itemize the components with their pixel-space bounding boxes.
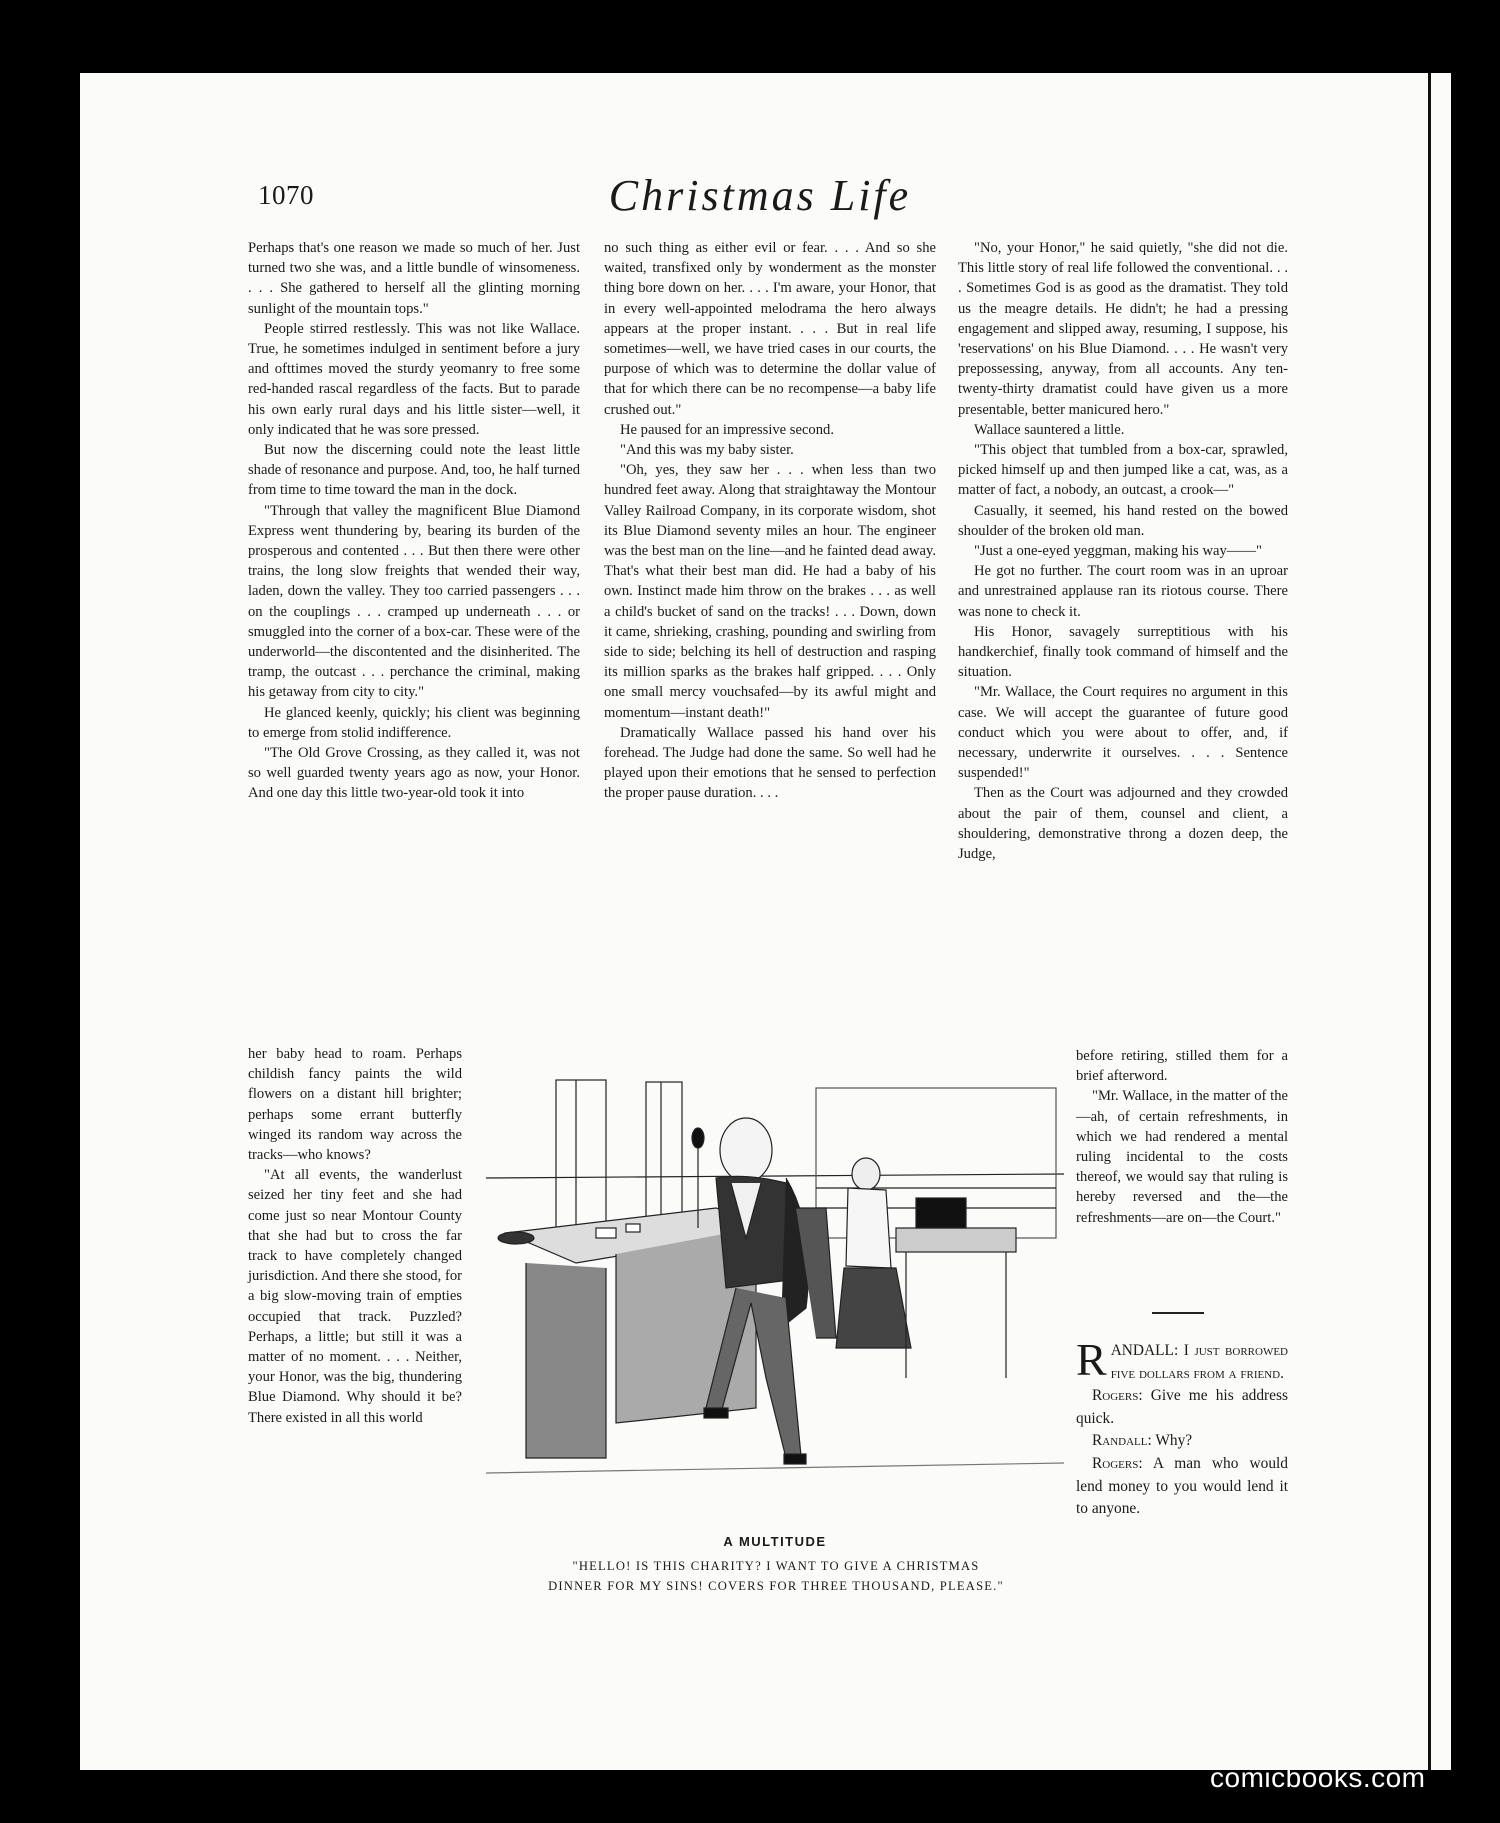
joke-line: Rogers: Give me his address quick. [1076, 1387, 1288, 1427]
figure-title: A MULTITUDE [723, 1534, 827, 1549]
page-title: Christmas Life [608, 171, 912, 220]
column-1-narrow [248, 1044, 462, 1428]
joke-dialogue [1076, 1334, 1288, 1521]
column-3-narrow [1076, 1046, 1288, 1228]
paragraph: "No, your Honor," he said quietly, "she did not die. This little story of real life followed the conventional. . . . Sometimes God is as good as the dramatist. They told us the meagre details. He didn't; he had a pressing engagement and slipped away, resuming, I suppose, his 'reservations' on his Blue Diamond. . . . He wasn't very prepossessing, anyway, from all accounts. Any ten-twenty-thirty dramatist could have given us a more presentable, better manicured hero." [958, 240, 1288, 418]
paragraph: "Mr. Wallace, in the matter of the—ah, of certain refreshments, in which we had rendered a mental ruling incidental to the costs thereof, we would say that ruling is hereby reversed and the—the refreshments—are on—the Court." [1076, 1088, 1288, 1226]
paragraph: He paused for an impressive second. [620, 421, 834, 438]
paragraph: Then as the Court was adjourned and they crowded about the pair of them, counsel and client, a shouldering, demonstrative throng a dozen deep, the Judge, [958, 785, 1288, 863]
paragraph: "Mr. Wallace, the Court requires no argument in this case. We will accept the guarantee of future good conduct which you were about to offer, and, if necessary, underwrite it ourselves. . . . Sentence suspended!" [958, 684, 1288, 782]
paragraph: "The Old Grove Crossing, as they called it, was not so well guarded twenty years ago as now, your Honor. And one day this little two-year-old took it into [248, 745, 580, 802]
paragraph: He got no further. The court room was in an uproar and unrestrained applause ran its riotous course. There was none to check it. [958, 563, 1288, 620]
section-divider [1152, 1312, 1204, 1314]
paragraph: Casually, it seemed, his hand rested on the bowed shoulder of the broken old man. [958, 502, 1288, 539]
paragraph: His Honor, savagely surreptitious with his handkerchief, finally took command of himself and the situation. [958, 623, 1288, 681]
paragraph: "This object that tumbled from a box-car, sprawled, picked himself up and then jumped like a cat, was, as a matter of fact, a nobody, an outcast, a crook—" [958, 442, 1288, 499]
joke-line: Randall: Why? [1092, 1432, 1193, 1450]
paragraph: Perhaps that's one reason we made so much of her. Just turned two she was, and a little bundle of winsomeness. . . . She gathered to herself all the glinting morning sunlight of the mountain tops." [248, 240, 580, 317]
paragraph: People stirred restlessly. This was not like Wallace. True, he sometimes indulged in sentiment before a jury and ofttimes moved the sturdy yeomanry to free some red-handed rascal regardless of the facts. But to parade his own early rural days and his little sister—well, it only indicated that he was sore pressed. [248, 320, 580, 438]
column-2 [604, 238, 936, 804]
paragraph: no such thing as either evil or fear. . . . And so she waited, transfixed only by wonderment as the monster thing bore down on her. . . . I'm aware, your Honor, that in every well-appointed melodrama the hero always appears at the proper instant. . . . But in real life sometimes—well, we have tried cases in our courts, the purpose of which was to determine the dollar value of that for which there can be no recompense—a baby life crushed out." [604, 240, 936, 418]
illustration [486, 1078, 1064, 1516]
column-3 [958, 238, 1288, 864]
drop-cap: R [1076, 1334, 1107, 1385]
paragraph: "At all events, the wanderlust seized her tiny feet and she had come just so near Montour County that she had but to cross the far track to have completely changed jurisdiction. And there she stood, for a big slow-moving train of empties occupied that track. Puzzled? Perhaps, a little; but still it was a matter of no moment. . . . Neither, your Honor, was the big, thundering Blue Diamond. Why should it be? There existed in all this world [248, 1167, 462, 1426]
paragraph: "And this was my baby sister. [620, 442, 794, 459]
paragraph: "Oh, yes, they saw her . . . when less than two hundred feet away. Along that straightaway the Montour Valley Railroad Company, in its corporate wisdom, shot its Blue Diamond seventy miles an hour. The engineer was the best man on the line—and he fainted dead away. That's what their best man did. He had a baby of his own. Instinct made him throw on the brakes . . . as well a child's bucket of sand on the tracks! . . . Down, down it came, shrieking, crashing, pounding and swirling from side to side; belching its hell of destruction and rasping its million sparks as the brakes half gripped. . . . Only one small mercy vouchsafed—by its awful might and momentum—instant death!" [604, 462, 936, 721]
paragraph: But now the discerning could note the least little shade of resonance and purpose. And, too, he half turned from time to time toward the man in the dock. [248, 442, 580, 499]
paragraph: Wallace sauntered a little. [974, 421, 1125, 438]
paragraph: before retiring, stilled them for a brief afterword. [1076, 1048, 1288, 1085]
paragraph: He glanced keenly, quickly; his client was beginning to emerge from stolid indifference. [248, 704, 580, 741]
column-1 [248, 238, 580, 804]
joke-line: Rogers: A man who would lend money to you would lend it to anyone. [1076, 1454, 1288, 1518]
paragraph: her baby head to roam. Perhaps childish fancy paints the wild flowers on a distant hill brighter; perhaps some errant butterfly winged its random way across the tracks—who knows? [248, 1046, 462, 1164]
watermark: comicbooks.com [1210, 1762, 1426, 1793]
joke-line: RANDALL: I just borrowed five dollars from a friend. [1076, 1334, 1288, 1385]
page-number: 1070 [258, 180, 314, 210]
paragraph: Dramatically Wallace passed his hand over his forehead. The Judge had done the same. So well had he played upon their emotions that he sensed to perfection the proper pause duration. . . . [604, 724, 936, 802]
figure-caption: "HELLO! IS THIS CHARITY? I WANT TO GIVE A CHRISTMAS DINNER FOR MY SINS! COVERS FOR THREE THOUSAND, PLEASE." [548, 1559, 1004, 1593]
paragraph: "Through that valley the magnificent Blue Diamond Express went thundering by, bearing its burden of the prosperous and contented . . . But then there were other trains, the long slow freights that wended their way, laden, down the valley. They too carried passengers . . . on the couplings . . . cramped up underneath . . . or smuggled into the corner of a box-car. These were of the underworld—the discontented and the disinherited. The tramp, the outcast . . . perchance the criminal, making his getaway from city to city." [248, 502, 580, 701]
next-page-edge [1428, 73, 1451, 1770]
paragraph: "Just a one-eyed yeggman, making his way——" [974, 543, 1262, 560]
